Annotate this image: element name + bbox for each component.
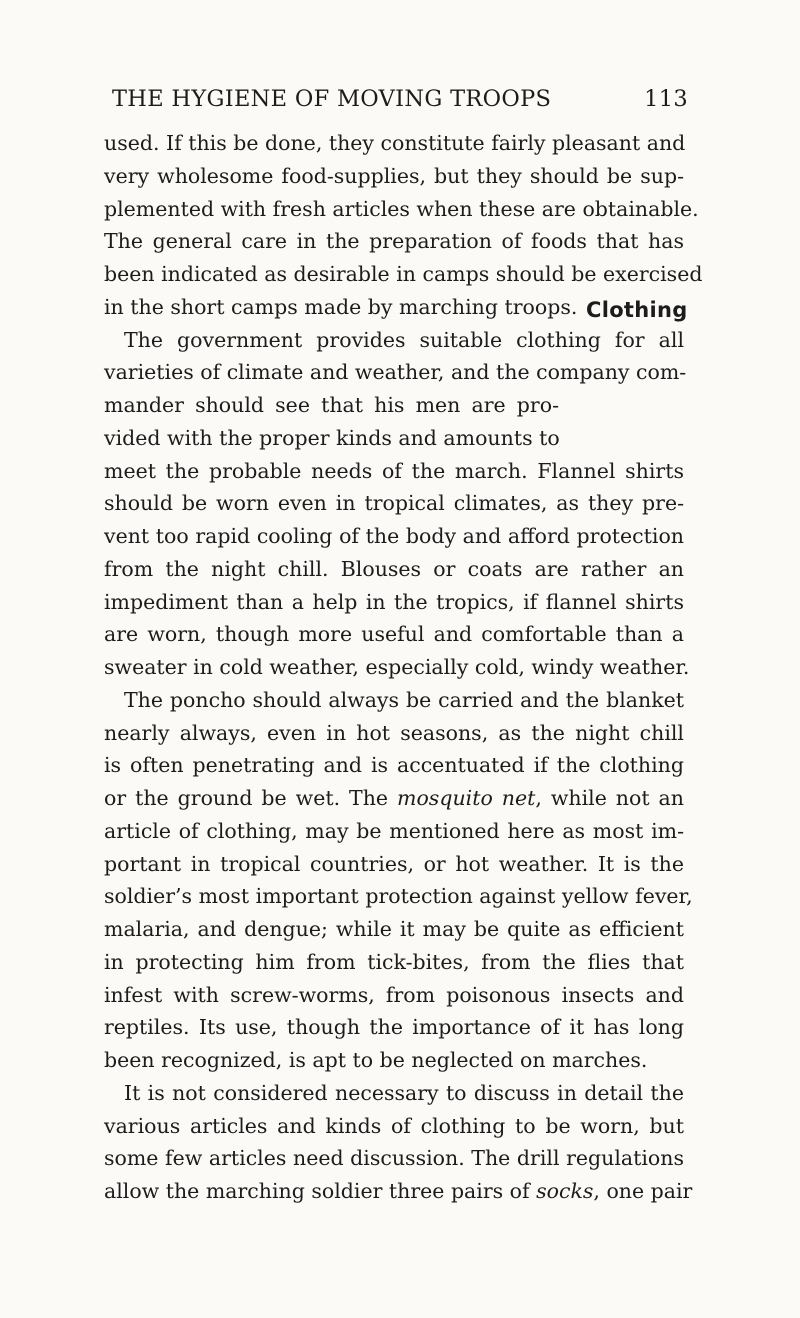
- text-segment: portant in tropical countries, or hot weather. It is the: [104, 851, 684, 876]
- text-segment: , one pair: [593, 1179, 693, 1203]
- text-segment: in protecting him from tick-bites, from the flies that: [104, 949, 684, 974]
- text-line: [104, 651, 690, 684]
- text-line: [104, 717, 684, 750]
- text-line: [104, 1011, 684, 1044]
- text-line: [104, 618, 684, 651]
- text-line: [104, 1175, 693, 1208]
- running-header: [112, 86, 688, 120]
- text-line: [104, 586, 684, 619]
- text-segment: are worn, though more useful and comfortable than a: [104, 622, 684, 647]
- text-line: [104, 979, 684, 1012]
- text-segment: been recognized, is apt to be neglected on marches.: [104, 1048, 648, 1072]
- text-line: [104, 815, 684, 848]
- text-segment: vent too rapid cooling of the body and afford protection: [104, 524, 684, 548]
- text-segment: allow the marching soldier three pairs of: [104, 1179, 537, 1203]
- text-line: [104, 848, 684, 881]
- text-segment: The poncho should always be carried and the blanket: [124, 687, 684, 712]
- text-segment: malaria, and dengue; while it may be quite as efficient: [104, 917, 684, 941]
- text-segment: soldier’s most important protection against yellow fever,: [104, 884, 693, 909]
- italic-term: socks: [536, 1179, 594, 1203]
- text-line: [104, 1142, 684, 1175]
- text-segment: very wholesome food-supplies, but they should be sup-: [104, 163, 684, 188]
- text-segment: mander should see that his men are pro-: [104, 393, 559, 417]
- text-line: [104, 782, 684, 815]
- text-line: [104, 422, 559, 455]
- text-segment: vided with the proper kinds and amounts to: [104, 425, 560, 450]
- text-segment: in the short camps made by marching troops.: [104, 294, 578, 319]
- text-segment: The government provides suitable clothing for all: [124, 327, 684, 352]
- text-line: [104, 193, 699, 226]
- text-line: [104, 520, 684, 553]
- text-line: [104, 946, 684, 979]
- text-segment: sweater in cold weather, especially cold, windy weather.: [104, 655, 690, 679]
- text-segment: infest with screw-worms, from poisonous insects and: [104, 982, 684, 1007]
- text-segment: , while not an: [535, 786, 684, 810]
- text-segment: been indicated as desirable in camps should be exercised: [104, 262, 703, 286]
- text-segment: various articles and kinds of clothing to be worn, but: [104, 1113, 684, 1138]
- text-segment: from the night chill. Blouses or coats are rather an: [104, 556, 684, 581]
- text-line: [104, 487, 684, 520]
- text-line: [104, 324, 684, 357]
- page-number: 113: [644, 86, 688, 112]
- text-segment: some few articles need discussion. The drill regulations: [104, 1146, 684, 1171]
- text-line: [104, 258, 703, 291]
- text-segment: article of clothing, may be mentioned here as most im-: [104, 818, 684, 843]
- body-text: [104, 127, 703, 1208]
- text-line: [104, 127, 684, 160]
- text-line: [104, 1044, 684, 1077]
- text-line: [104, 1077, 684, 1110]
- text-line: [104, 356, 687, 389]
- text-segment: or the ground be wet. The: [104, 786, 398, 810]
- text-segment: impediment than a help in the tropics, if flannel shirts: [104, 589, 684, 614]
- text-segment: varieties of climate and weather, and the company com-: [104, 360, 687, 385]
- text-segment: meet the probable needs of the march. Flannel shirts: [104, 458, 684, 483]
- text-segment: It is not considered necessary to discuss in detail the: [124, 1080, 684, 1105]
- text-segment: plemented with fresh articles when these are obtainable.: [104, 196, 699, 221]
- text-line: [104, 553, 684, 586]
- text-line: [104, 389, 559, 422]
- italic-term: mosquito net: [397, 786, 536, 810]
- text-line: [104, 160, 684, 193]
- text-segment: should be worn even in tropical climates, as they pre-: [104, 491, 684, 516]
- text-segment: is often penetrating and is accentuated if the clothing: [104, 753, 684, 778]
- text-line: [104, 880, 693, 913]
- text-line: [104, 913, 684, 946]
- text-line: [104, 1110, 684, 1143]
- text-line: [104, 225, 684, 258]
- text-line: [104, 684, 684, 717]
- text-segment: The general care in the preparation of foods that has: [104, 229, 684, 254]
- running-title: THE HYGIENE OF MOVING TROOPS: [112, 86, 552, 112]
- margin-note: Clothing: [586, 298, 688, 322]
- text-line: [104, 455, 684, 488]
- text-segment: reptiles. Its use, though the importance of it has long: [104, 1015, 684, 1040]
- text-line: [104, 749, 684, 782]
- text-segment: used. If this be done, they constitute fairly pleasant and: [104, 131, 686, 155]
- text-segment: nearly always, even in hot seasons, as the night chill: [104, 720, 684, 745]
